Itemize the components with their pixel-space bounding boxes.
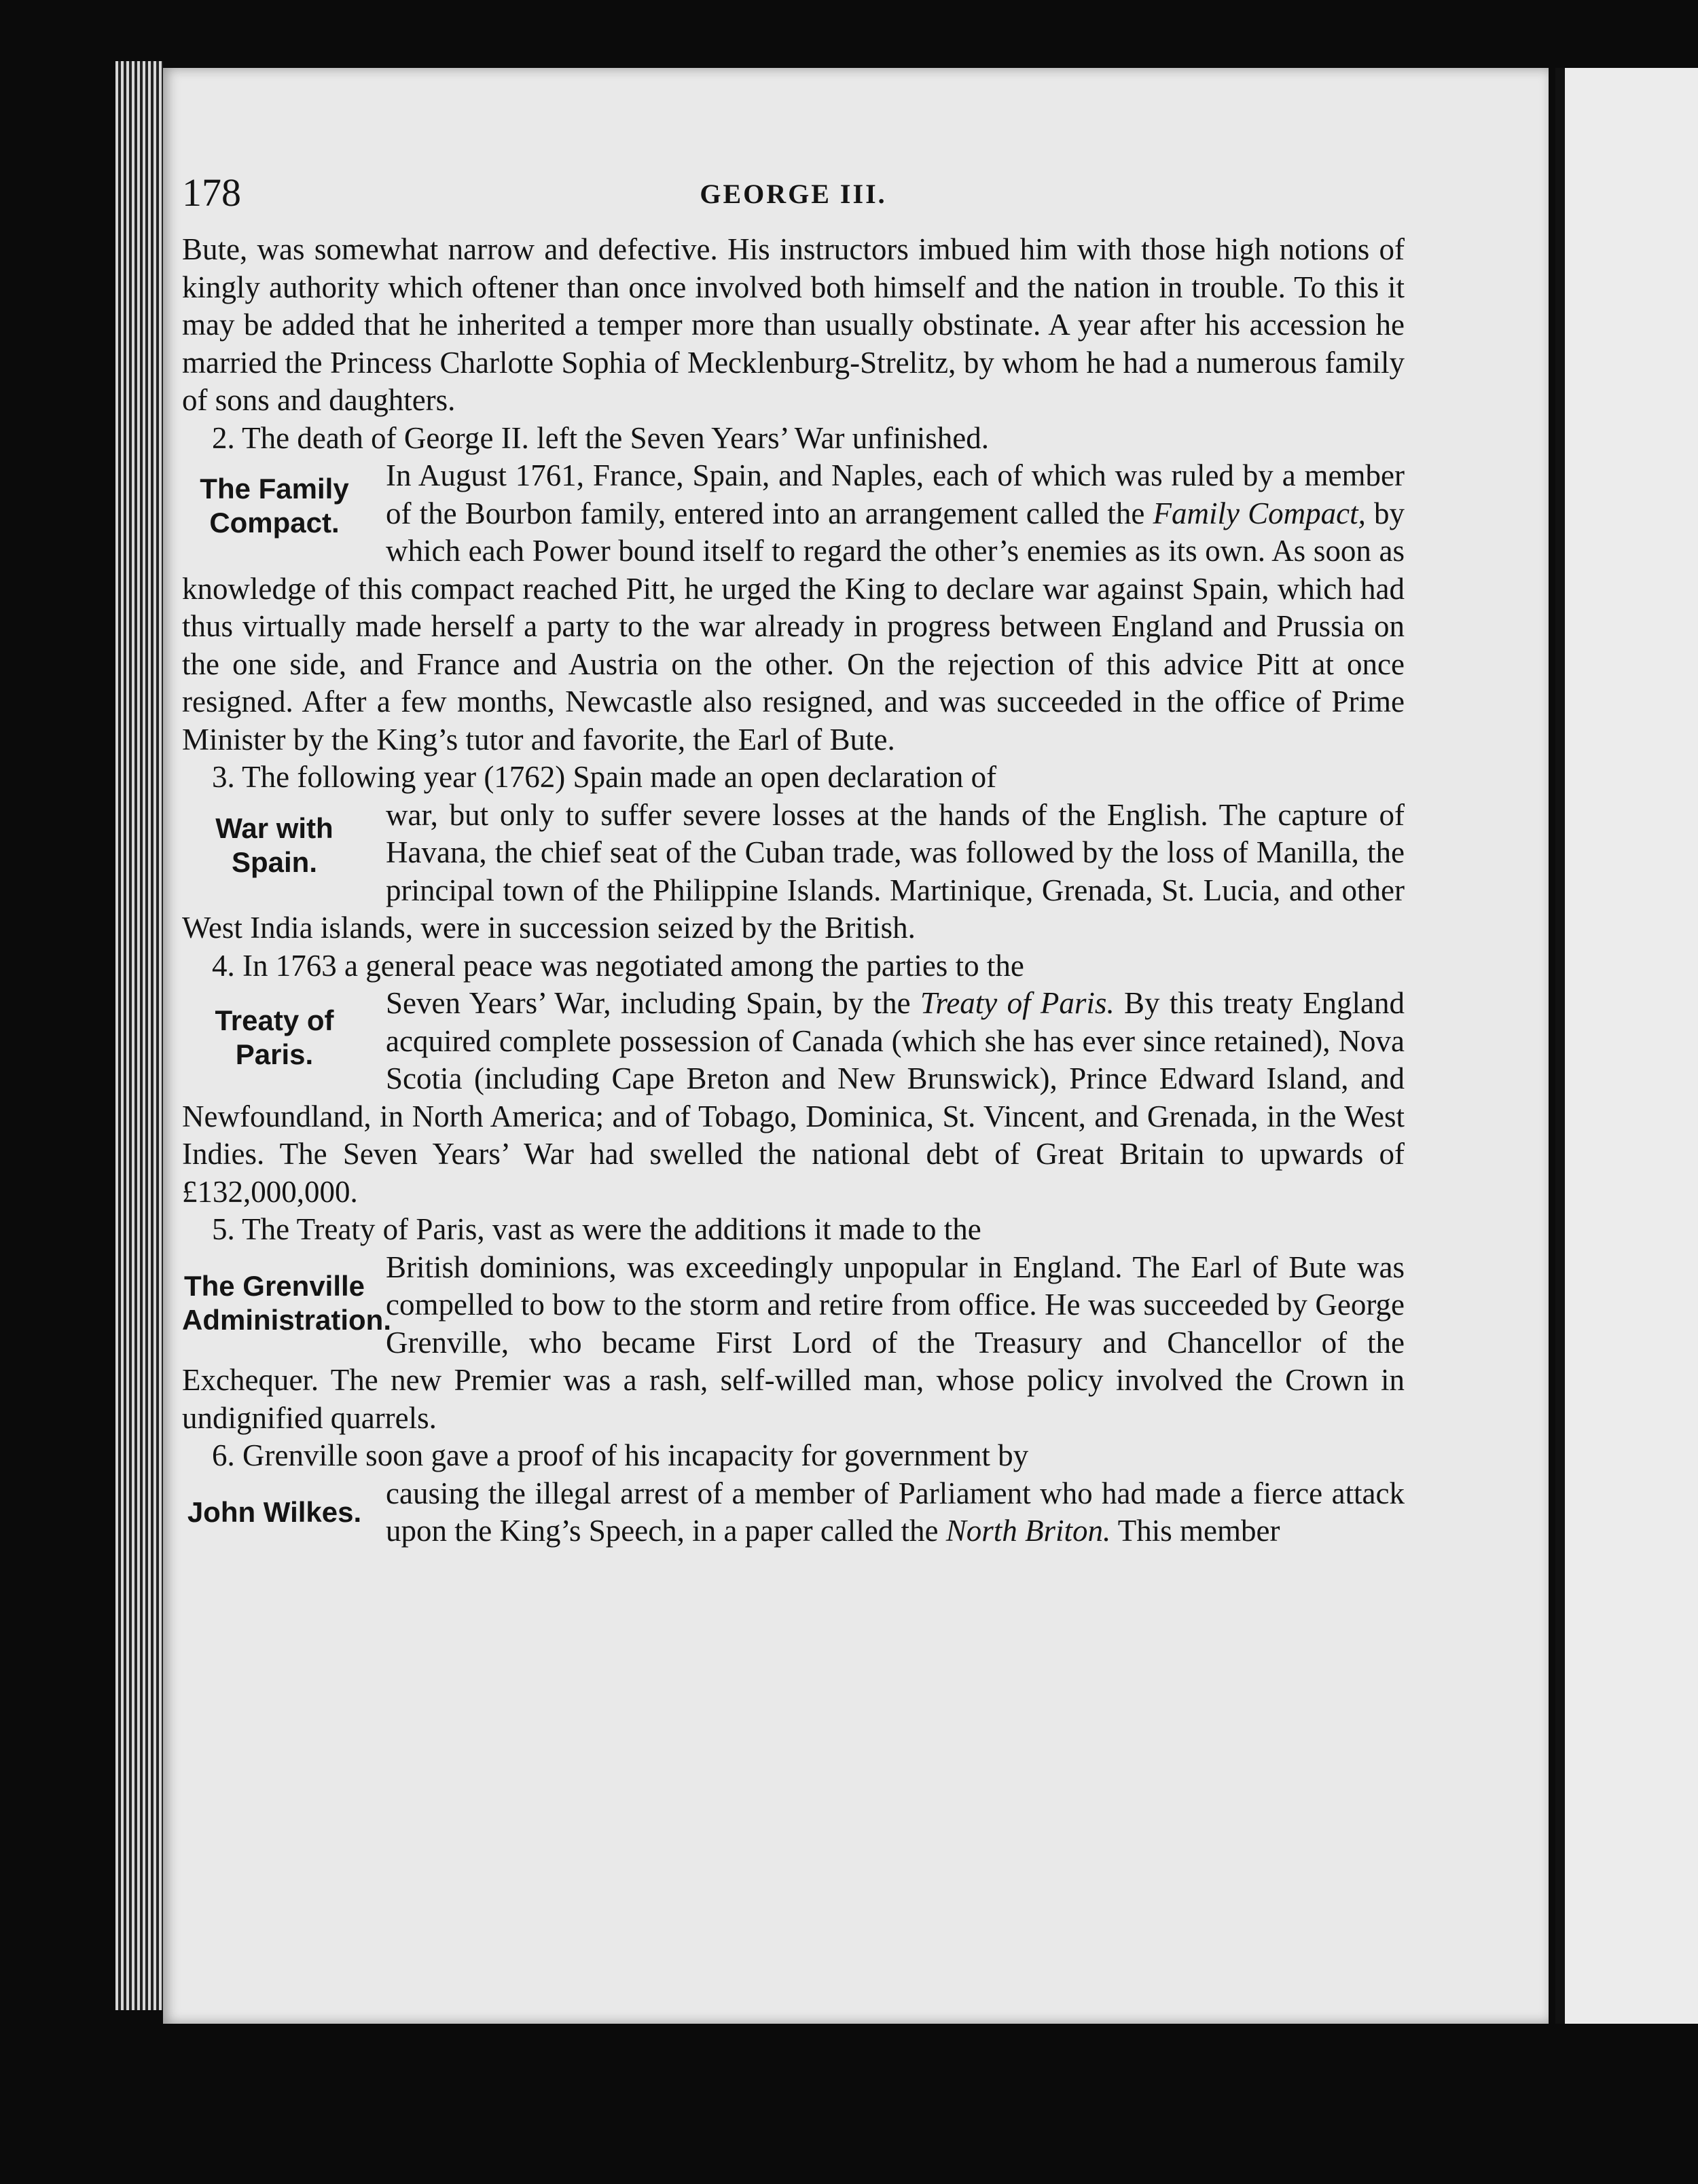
paragraph-4-text-a: Seven Years’ War, including Spain, by the <box>386 986 920 1020</box>
paragraph-4-first-line: 4. In 1763 a general peace was negotiated among the parties to the <box>212 948 1024 983</box>
paragraph-6-text-a: causing the illegal arrest of a member of Parliament who had made a fierce attack upon the King’s Speech, in a paper called the <box>386 1476 1405 1548</box>
paragraph-4-text-b: By this treaty England acquired complete possession of Canada (which she has ever since retained), Nova Scotia (including Cape Breton and New Brunswick), Prince Edward Island, and Newfoundland, in North America; and of Tobago, Dominica, St. Vincent, and Grenada, in the West Indies. The Seven Years’ War had swelled the national debt of Great Britain to upwards of £132,000,000. <box>182 986 1405 1209</box>
body-text <box>182 231 1405 1550</box>
paragraph-2-text-a: In August 1761, France, Spain, and Naples, each of which was ruled by a member of the Bourbon family, entered into an arrangement called the <box>386 458 1405 530</box>
paragraph-5-first-line: 5. The Treaty of Paris, vast as were the additions it made to the <box>212 1212 981 1246</box>
paragraph-2-text-b: by which each Power bound itself to regard the other’s enemies as its own. As soon as knowledge of this compact reached Pitt, he urged the King to declare war against Spain, which had thus virtually made herself a party to the war already in progress between England and Prussia on the one side, and France and Austria on the other. On the rejection of this advice Pitt at once resigned. After a few months, Newcastle also resigned, and was succeeded in the office of Prime Minister by the King’s tutor and favorite, the Earl of Bute. <box>182 496 1405 757</box>
paragraph-5: British dominions, was exceedingly unpopular in England. The Earl of Bute was compelled to bow to the storm and retire from office. He was succeeded by George Grenville, who became First Lord of the Treasury and Chancellor of the Exchequer. The new Premier was a rash, self-willed man, whose policy involved the Crown in undignified quarrels. <box>182 1250 1405 1435</box>
paragraph-6-italic: North Briton. <box>945 1514 1111 1548</box>
page-edges <box>115 61 163 2010</box>
paragraph-2-first-line: 2. The death of George II. left the Seven Years’ War unfinished. <box>212 420 989 455</box>
sidenote-grenville-administration: The Grenville Administration. <box>182 1269 392 1336</box>
paragraph-4-italic: Treaty of Paris. <box>920 986 1115 1020</box>
paragraph-6-text-b: This member <box>1110 1514 1280 1548</box>
paragraph-2-italic: Family Compact, <box>1153 496 1366 530</box>
running-head <box>182 170 1405 231</box>
sidenote-treaty-of-paris: Treaty of Paris. <box>215 1004 334 1070</box>
paragraph-6-first-line: 6. Grenville soon gave a proof of his incapacity for government by <box>212 1438 1029 1472</box>
paragraph-1: Bute, was somewhat narrow and defective. His instructors imbued him with those high notions of kingly authority which oftener than once involved both himself and the nation in trouble. To this it may be added that he inherited a temper more than usually obstinate. A year after his accession he married the Princess Charlotte Sophia of Mecklenburg-Strelitz, by whom he had a numerous family of sons and daughters. <box>182 232 1405 417</box>
sidenote-war-with-spain: War with Spain. <box>215 812 333 878</box>
paragraph-3: war, but only to suffer severe losses at the hands of the English. The capture of Havana, the chief seat of the Cuban trade, was followed by the loss of Manilla, the principal town of the Philippine Islands. Martinique, Grenada, St. Lucia, and other West India islands, were in succession seized by the British. <box>182 797 1405 945</box>
page-content <box>182 170 1405 1550</box>
page-number: 178 <box>182 170 241 215</box>
sidenote-family-compact: The Family Compact. <box>200 473 349 539</box>
sidenote-john-wilkes: John Wilkes. <box>187 1495 362 1528</box>
running-title: GEORGE III. <box>700 179 887 209</box>
facing-page-edge <box>1555 68 1698 2024</box>
paragraph-3-first-line: 3. The following year (1762) Spain made an open declaration of <box>212 760 997 794</box>
